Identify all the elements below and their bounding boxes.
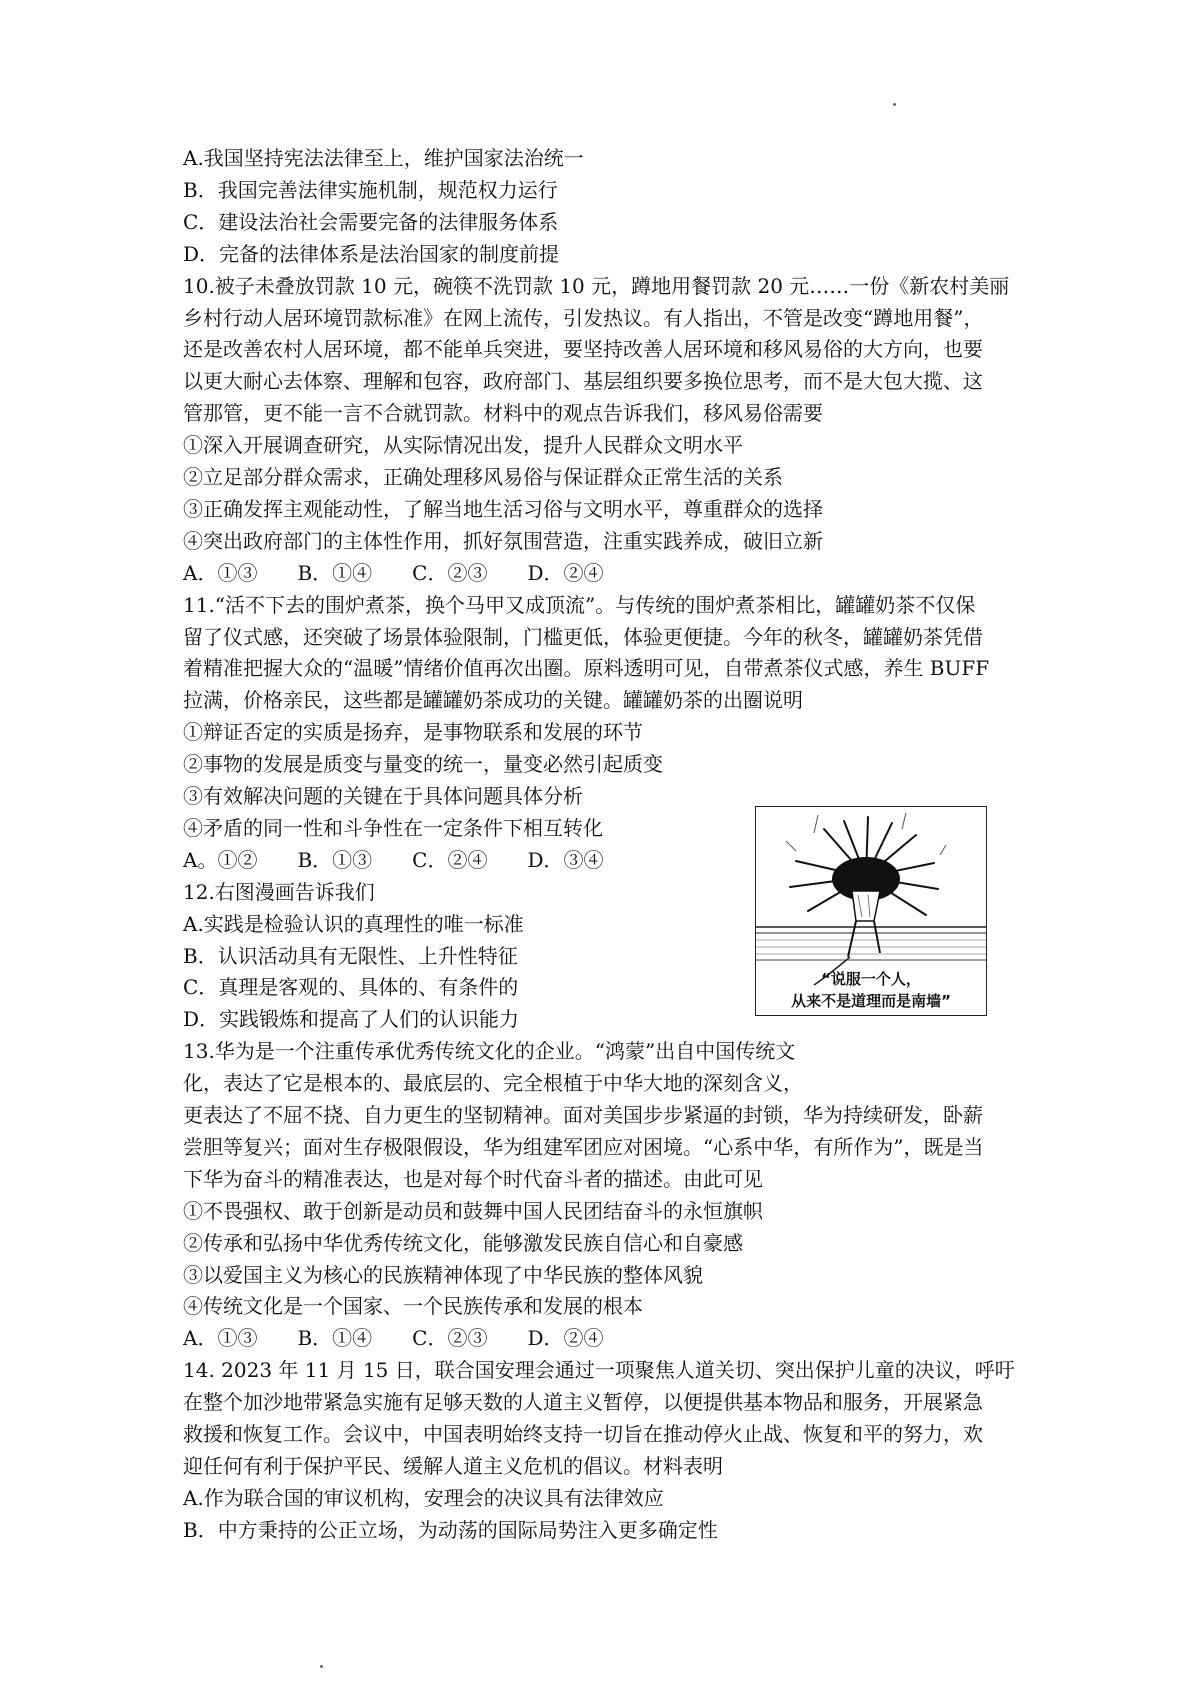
text-line: C．真理是客观的、具体的、有条件的: [183, 975, 519, 1000]
text-line: A．①③ B．①④ C．②③ D．②④: [183, 1326, 604, 1351]
text-line: 以更大耐心去体察、理解和包容，政府部门、基层组织要多换位思考，而不是大包大揽、这: [183, 369, 983, 394]
text-line: ①辩证否定的实质是扬弃，是事物联系和发展的环节: [183, 720, 643, 745]
text-line: ②立足部分群众需求，正确处理移风易俗与保证群众正常生活的关系: [183, 465, 783, 489]
text-line: 10.被子未叠放罚款 10 元，碗筷不洗罚款 10 元，蹲地用餐罚款 20 元……一份《新农村美丽: [183, 273, 1010, 298]
scan-speck: [320, 1665, 323, 1668]
text-line: ④传统文化是一个国家、一个民族传承和发展的根本: [183, 1294, 643, 1319]
text-line: A.实践是检验认识的真理性的唯一标准: [183, 911, 524, 936]
text-line: ③有效解决问题的关键在于具体问题具体分析: [183, 784, 583, 808]
text-line: 着精准把握大众的“温暖”情绪价值再次出圈。原料透明可见，自带煮茶仪式感，养生 BUFF: [183, 656, 990, 681]
text-line: ③以爱国主义为核心的民族精神体现了中华民族的整体风貌: [183, 1262, 703, 1287]
text-line: A。①② B．①③ C．②④ D．③④: [183, 847, 604, 872]
text-line: A.我国坚持宪法法律至上，维护国家法治统一: [183, 146, 584, 170]
text-line: 13.华为是一个注重传承优秀传统文化的企业。“鸿蒙”出自中国传统文: [183, 1039, 796, 1064]
text-line: 下华为奋斗的精准表达，也是对每个时代奋斗者的描述。由此可见: [183, 1166, 763, 1191]
text-line: B．认识活动具有无限性、上升性特征: [183, 943, 518, 968]
text-line: 化，表达了它是根本的、最底层的、完全根植于中华大地的深刻含义，: [183, 1071, 803, 1096]
text-line: B．我国完善法律实施机制，规范权力运行: [183, 177, 558, 202]
text-line: D．完备的法律体系是法治国家的制度前提: [183, 241, 560, 266]
text-line: B．中方秉持的公正立场，为动荡的国际局势注入更多确定性: [183, 1517, 718, 1542]
text-line: ①深入开展调查研究，从实际情况出发，提升人民群众文明水平: [183, 433, 743, 458]
text-line: ①不畏强权、敢于创新是动员和鼓舞中国人民团结奋斗的永恒旗帜: [183, 1198, 763, 1223]
text-line: 乡村行动人居环境罚款标准》在网上流传，引发热议。有人指出，不管是改变“蹲地用餐”，: [183, 305, 984, 330]
text-line: 管那管，更不能一言不合就罚款。材料中的观点告诉我们，移风易俗需要: [183, 401, 823, 426]
cartoon-image: [755, 806, 987, 1016]
text-line: 留了仪式感，还突破了场景体验限制，门槛更低，体验更便捷。今年的秋冬，罐罐奶茶凭借: [183, 624, 983, 649]
text-line: D．实践锻炼和提高了人们的认识能力: [183, 1007, 520, 1032]
text-line: ②事物的发展是质变与量变的统一，量变必然引起质变: [183, 752, 663, 777]
text-line: ④突出政府部门的主体性作用，抓好氛围营造，注重实践养成，破旧立新: [183, 528, 823, 553]
cartoon-caption-line-2: 从来不是道理而是南墙”: [791, 992, 951, 1010]
text-line: 尝胆等复兴；面对生存极限假设，华为组建军团应对困境。“心系中华，有所作为”，既是当: [183, 1134, 984, 1159]
text-line: 11.“活不下去的围炉煮茶，换个马甲又成顶流”。与传统的围炉煮茶相比，罐罐奶茶不仅保: [183, 592, 976, 617]
text-line: 救援和恢复工作。会议中，中国表明始终支持一切旨在推动停火止战、恢复和平的努力，欢: [183, 1422, 983, 1446]
text-line: C．建设法治社会需要完备的法律服务体系: [183, 209, 559, 234]
text-line: 14. 2023 年 11 月 15 日，联合国安理会通过一项聚焦人道关切、突出保护儿童的决议，呼吁: [183, 1358, 1015, 1383]
text-line: 更表达了不屈不挠、自力更生的坚韧精神。面对美国步步紧逼的封锁，华为持续研发，卧薪: [183, 1103, 983, 1127]
text-line: 迎任何有利于保护平民、缓解人道主义危机的倡议。材料表明: [183, 1453, 723, 1478]
text-line: 拉满，价格亲民，这些都是罐罐奶茶成功的关键。罐罐奶茶的出圈说明: [183, 688, 803, 713]
scan-speck: [893, 103, 896, 106]
cartoon-caption-line-1: “说服一个人，: [821, 970, 921, 988]
text-line: A.作为联合国的审议机构，安理会的决议具有法律效应: [183, 1485, 664, 1510]
text-line: 12.右图漫画告诉我们: [183, 879, 375, 904]
text-line: ②传承和弘扬中华优秀传统文化，能够激发民族自信心和自豪感: [183, 1230, 743, 1255]
text-line: A．①③ B．①④ C．②③ D．②④: [183, 560, 604, 585]
text-line: ④矛盾的同一性和斗争性在一定条件下相互转化: [183, 815, 603, 840]
text-line: ③正确发挥主观能动性，了解当地生活习俗与文明水平，尊重群众的选择: [183, 496, 823, 521]
text-line: 在整个加沙地带紧急实施有足够天数的人道主义暂停，以便提供基本物品和服务，开展紧急: [183, 1390, 983, 1415]
text-line: 还是改善农村人居环境，都不能单兵突进，要坚持改善人居环境和移风易俗的大方向，也要: [183, 337, 983, 362]
